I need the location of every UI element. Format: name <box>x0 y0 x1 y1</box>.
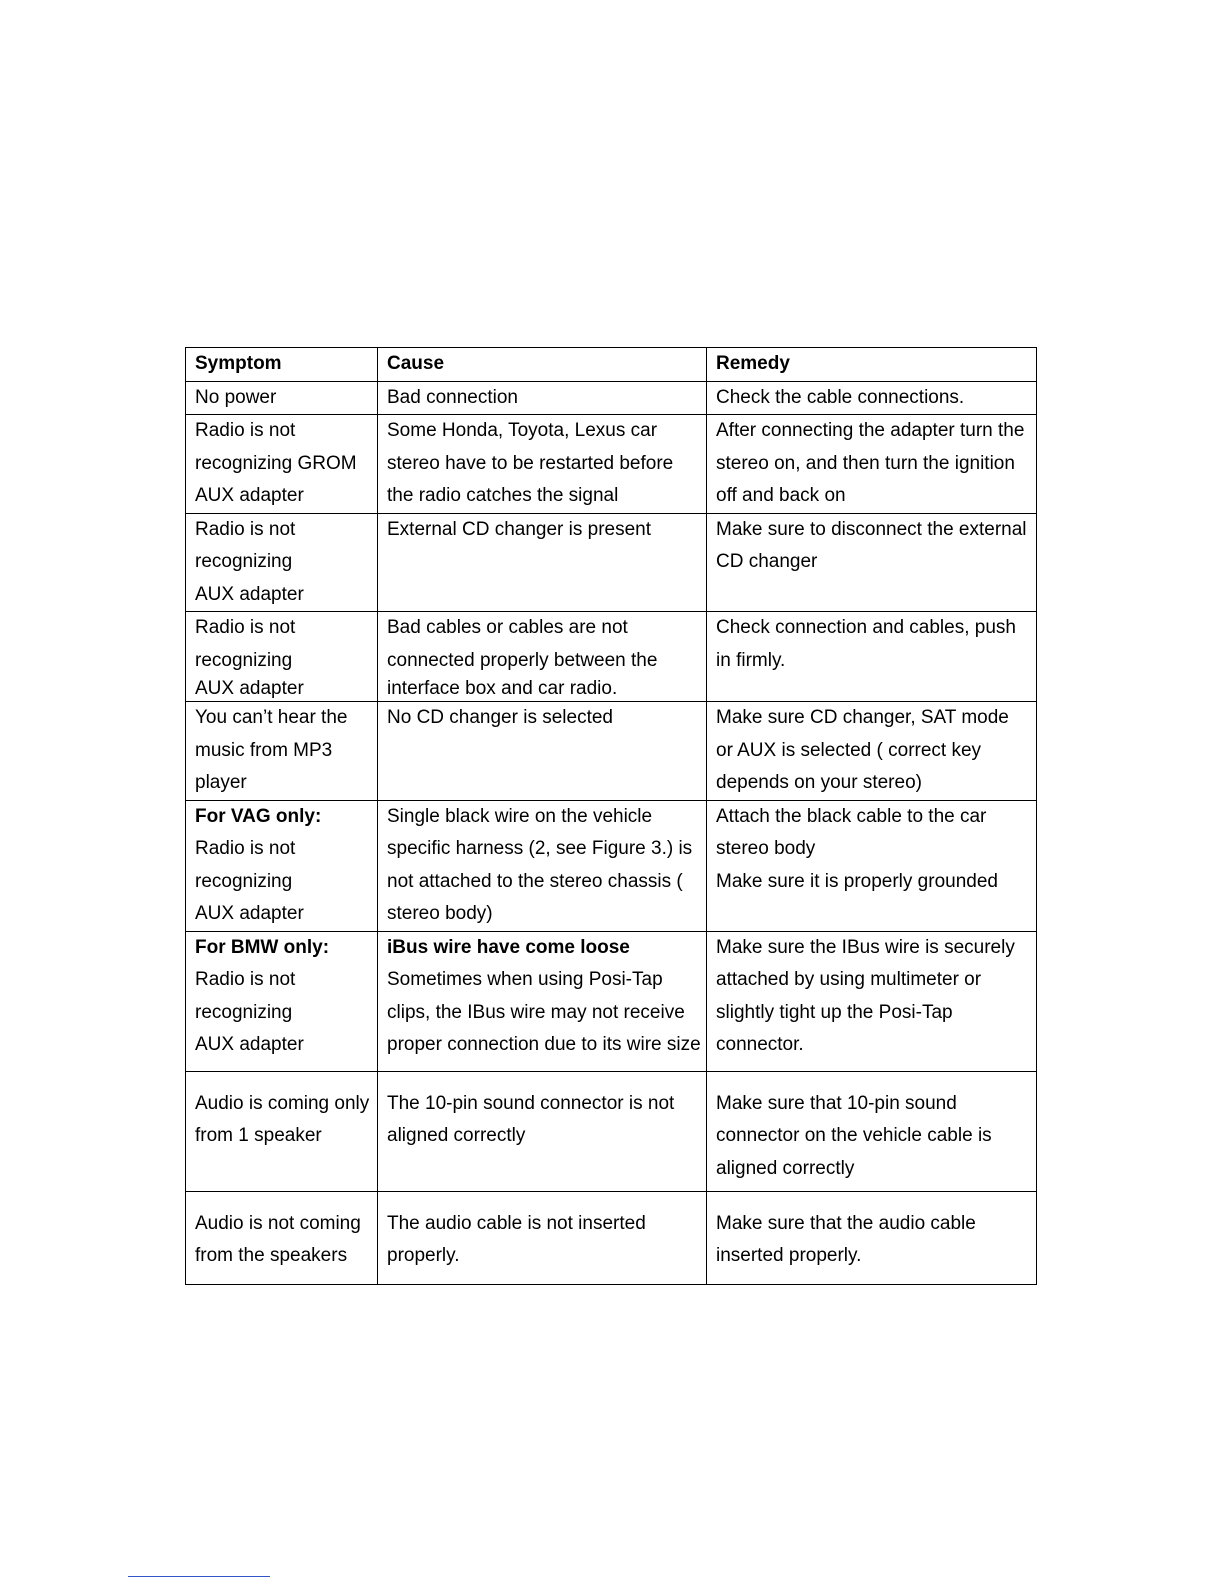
symptom-text-line: No power <box>195 386 277 408</box>
remedy-text-line: attached by using multimeter or <box>716 969 982 990</box>
cause-text-line: stereo have to be restarted before <box>387 452 674 474</box>
symptom-cell <box>186 612 378 702</box>
symptom-text-line: AUX adapter <box>195 678 304 699</box>
cause-text-line: specific harness (2, see Figure 3.) is <box>387 838 693 859</box>
remedy-text-line: inserted properly. <box>716 1245 862 1266</box>
cause-text-line: The 10-pin sound connector is not <box>387 1092 675 1114</box>
symptom-text-line: For BMW only: <box>195 936 330 958</box>
remedy-text-line: connector on the vehicle cable is <box>716 1125 992 1146</box>
remedy-cell <box>707 931 1037 1071</box>
remedy-text-line: Attach the black cable to the car <box>716 805 987 827</box>
remedy-text-line: Check the cable connections. <box>716 386 965 408</box>
remedy-cell <box>707 612 1037 702</box>
cause-cell <box>378 381 707 415</box>
remedy-text-line: in firmly. <box>716 649 786 671</box>
remedy-text-line: or AUX is selected ( correct key <box>716 739 982 761</box>
cause-cell <box>378 931 707 1071</box>
cause-text-line: Bad connection <box>387 386 518 408</box>
cause-text-line: interface box and car radio. <box>387 678 618 699</box>
remedy-text-line: Make sure the IBus wire is securely <box>716 936 1015 958</box>
remedy-cell <box>707 702 1037 801</box>
remedy-text-line: depends on your stereo) <box>716 772 922 793</box>
cause-text-line: aligned correctly <box>387 1125 526 1146</box>
remedy-text-line: stereo body <box>716 838 816 859</box>
symptom-text-line: recognizing <box>195 551 293 572</box>
remedy-cell <box>707 1071 1037 1191</box>
cause-cell <box>378 1191 707 1284</box>
remedy-text-line: off and back on <box>716 485 846 506</box>
symptom-cell <box>186 381 378 415</box>
remedy-text-line: Make sure it is properly grounded <box>716 870 998 892</box>
symptom-text-line: recognizing <box>195 649 293 671</box>
cause-text-line: iBus wire have come loose <box>387 936 630 958</box>
remedy-column-header: Remedy <box>707 348 1037 382</box>
cause-cell <box>378 513 707 612</box>
footer-link-underline <box>128 1576 270 1577</box>
remedy-text-line: Make sure to disconnect the external <box>716 518 1027 540</box>
remedy-text-line: connector. <box>716 1034 804 1055</box>
remedy-text-line: Make sure that 10-pin sound <box>716 1092 957 1114</box>
symptom-text-line: AUX adapter <box>195 583 304 605</box>
remedy-text-line: CD changer <box>716 551 818 572</box>
symptom-text-line: recognizing GROM <box>195 452 357 474</box>
remedy-text-line: slightly tight up the Posi-Tap <box>716 1001 953 1023</box>
cause-text-line: No CD changer is selected <box>387 707 613 728</box>
troubleshooting-table <box>185 347 1037 1285</box>
table-row <box>186 415 1037 514</box>
table-row <box>186 1191 1037 1284</box>
symptom-text-line: Audio is coming only <box>195 1092 370 1114</box>
cause-cell <box>378 702 707 801</box>
symptom-text-line: Radio is not <box>195 420 296 441</box>
remedy-cell <box>707 800 1037 931</box>
cause-text-line: the radio catches the signal <box>387 485 619 506</box>
table-row <box>186 381 1037 415</box>
cause-cell <box>378 415 707 514</box>
symptom-text-line: AUX adapter <box>195 1034 304 1055</box>
table-row <box>186 931 1037 1071</box>
cause-text-line: clips, the IBus wire may not receive <box>387 1001 685 1023</box>
cause-cell <box>378 1071 707 1191</box>
cause-text-line: Some Honda, Toyota, Lexus car <box>387 420 658 441</box>
symptom-cell <box>186 1071 378 1191</box>
table-row <box>186 1071 1037 1191</box>
cause-text-line: stereo body) <box>387 903 493 924</box>
remedy-cell <box>707 415 1037 514</box>
symptom-text-line: Radio is not <box>195 969 296 990</box>
symptom-text-line: For VAG only: <box>195 805 322 827</box>
symptom-text-line: Radio is not <box>195 518 296 540</box>
cause-text-line: proper connection due to its wire size <box>387 1034 701 1055</box>
table-row <box>186 702 1037 801</box>
cause-cell <box>378 800 707 931</box>
remedy-text-line: Make sure CD changer, SAT mode <box>716 707 1009 728</box>
symptom-text-line: from 1 speaker <box>195 1125 322 1146</box>
table-row <box>186 800 1037 931</box>
symptom-cell <box>186 415 378 514</box>
symptom-text-line: recognizing <box>195 1001 293 1023</box>
cause-text-line: Single black wire on the vehicle <box>387 805 653 827</box>
remedy-cell <box>707 381 1037 415</box>
remedy-cell <box>707 513 1037 612</box>
symptom-text-line: from the speakers <box>195 1245 348 1266</box>
cause-text-line: Sometimes when using Posi-Tap <box>387 969 663 990</box>
symptom-cell <box>186 702 378 801</box>
symptom-text-line: recognizing <box>195 870 293 892</box>
symptom-cell <box>186 800 378 931</box>
symptom-cell <box>186 513 378 612</box>
symptom-text-line: Radio is not <box>195 617 296 638</box>
symptom-cell <box>186 931 378 1071</box>
symptom-column-header: Symptom <box>186 348 378 382</box>
symptom-text-line: Radio is not <box>195 838 296 859</box>
table-body <box>186 381 1037 1284</box>
cause-text-line: not attached to the stereo chassis ( <box>387 870 683 892</box>
symptom-text-line: Audio is not coming <box>195 1212 361 1234</box>
symptom-text-line: You can’t hear the <box>195 707 348 728</box>
table-header-row <box>186 348 1037 382</box>
cause-text-line: Bad cables or cables are not <box>387 617 628 638</box>
symptom-cell <box>186 1191 378 1284</box>
symptom-text-line: player <box>195 772 247 793</box>
cause-text-line: properly. <box>387 1245 460 1266</box>
remedy-cell <box>707 1191 1037 1284</box>
remedy-text-line: aligned correctly <box>716 1157 855 1179</box>
cause-cell <box>378 612 707 702</box>
remedy-text-line: stereo on, and then turn the ignition <box>716 452 1015 474</box>
table-row <box>186 612 1037 702</box>
cause-text-line: connected properly between the <box>387 649 658 671</box>
remedy-text-line: After connecting the adapter turn the <box>716 420 1025 441</box>
remedy-text-line: Check connection and cables, push <box>716 617 1016 638</box>
cause-column-header: Cause <box>378 348 707 382</box>
symptom-text-line: music from MP3 <box>195 739 333 761</box>
cause-text-line: The audio cable is not inserted <box>387 1212 646 1234</box>
remedy-text-line: Make sure that the audio cable <box>716 1212 976 1234</box>
table-row <box>186 513 1037 612</box>
symptom-text-line: AUX adapter <box>195 485 304 506</box>
symptom-text-line: AUX adapter <box>195 903 304 924</box>
cause-text-line: External CD changer is present <box>387 518 652 540</box>
